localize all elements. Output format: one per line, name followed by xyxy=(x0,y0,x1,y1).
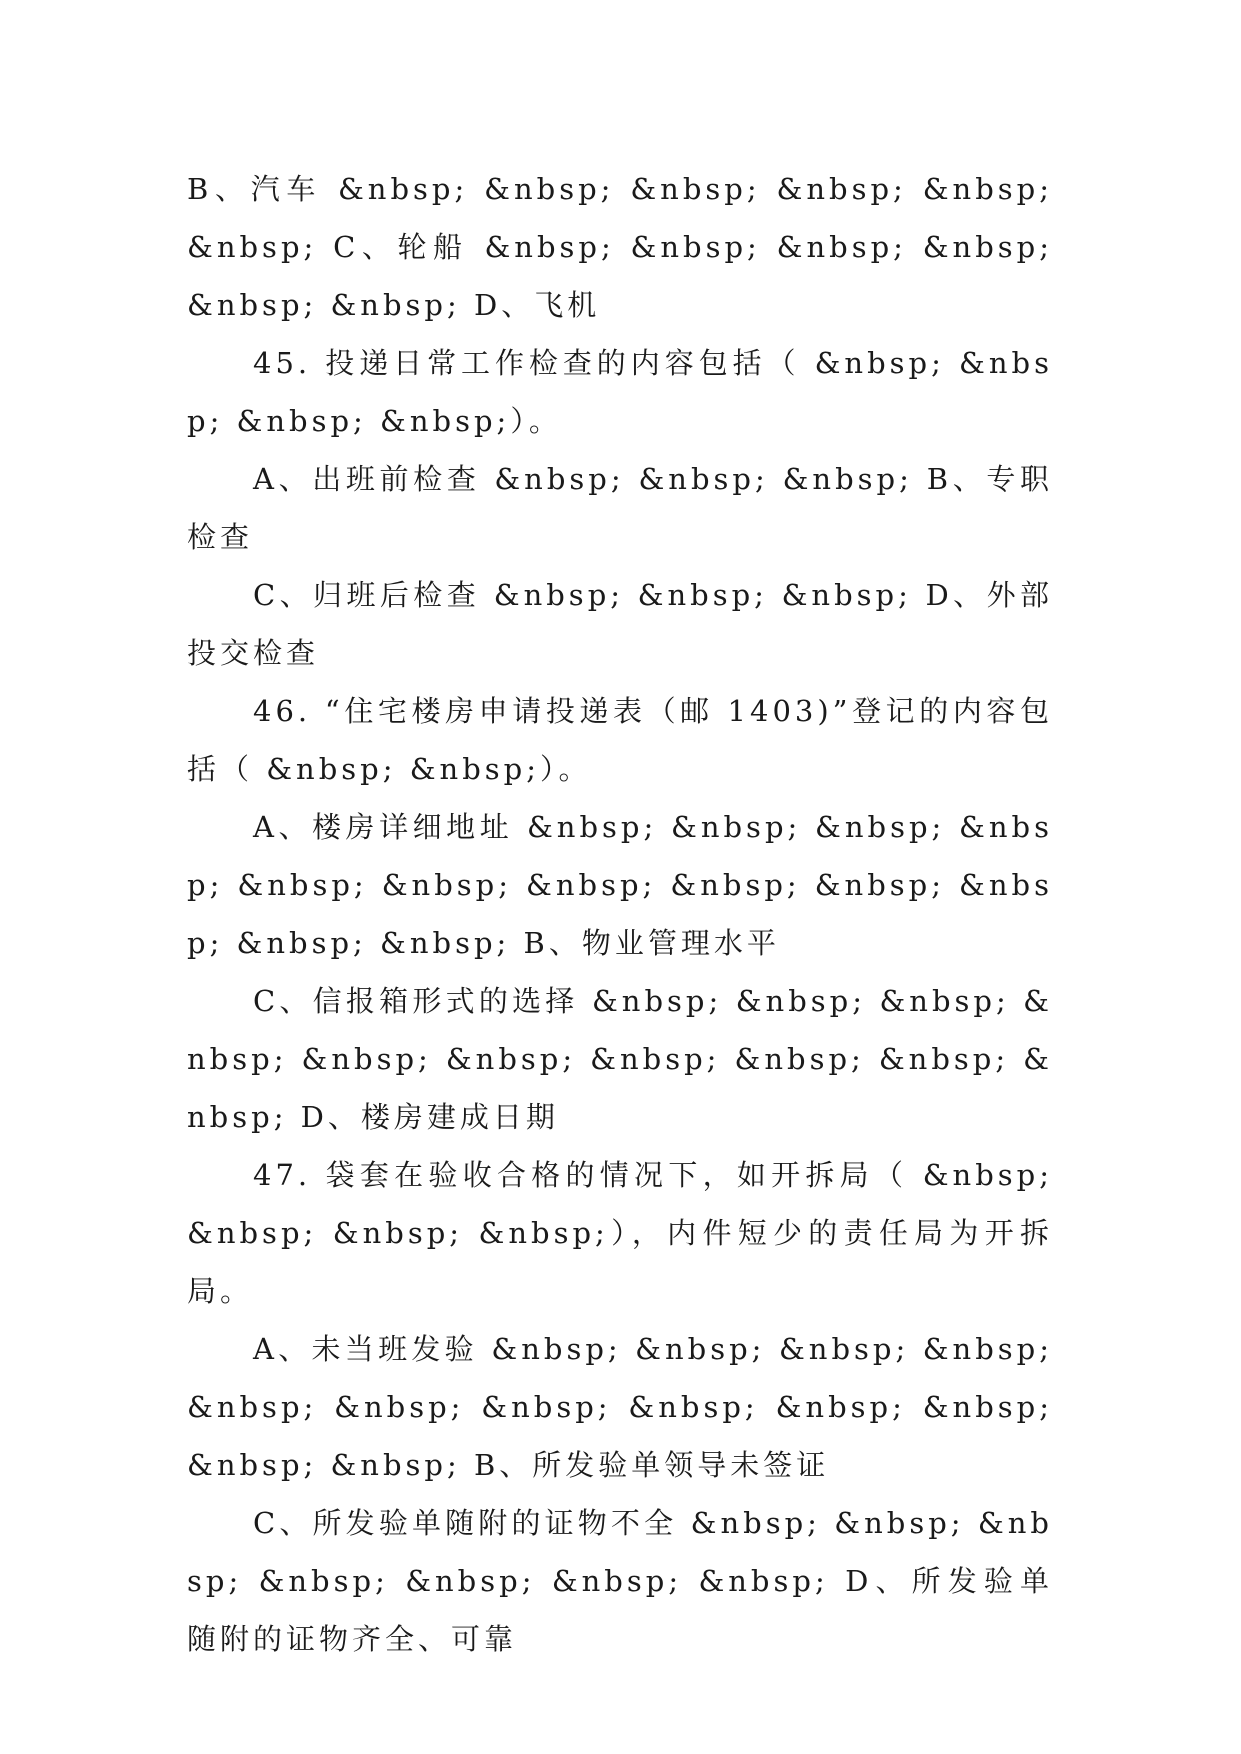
document-body xyxy=(187,160,1053,1668)
answer-options-q44-continued: B、汽车 &nbsp; &nbsp; &nbsp; &nbsp; &nbsp; &nbsp; C、轮船 &nbsp; &nbsp; &nbsp; &nbsp; &nbsp; &nbsp; D、飞机 xyxy=(187,172,1053,322)
answer-options-q46-ab: A、楼房详细地址 &nbsp; &nbsp; &nbsp; &nbsp; &nbsp; &nbsp; &nbsp; &nbsp; &nbsp; &nbsp; &nbsp; &nbsp; B、物业管理水平 xyxy=(187,810,1053,960)
answer-options-q46-cd: C、信报箱形式的选择 &nbsp; &nbsp; &nbsp; &nbsp; &nbsp; &nbsp; &nbsp; &nbsp; &nbsp; &nbsp; D、楼房建成日期 xyxy=(187,984,1053,1134)
answer-options-q45-ab: A、出班前检查 &nbsp; &nbsp; &nbsp; B、专职检查 xyxy=(187,462,1053,554)
answer-options-q47-ab: A、未当班发验 &nbsp; &nbsp; &nbsp; &nbsp; &nbsp; &nbsp; &nbsp; &nbsp; &nbsp; &nbsp; &nbsp; &nbsp; B、所发验单领导未签证 xyxy=(187,1332,1053,1482)
question-45: 45. 投递日常工作检查的内容包括（ &nbsp; &nbsp; &nbsp; &nbsp;）。 xyxy=(187,346,1053,438)
answer-options-q45-cd: C、归班后检查 &nbsp; &nbsp; &nbsp; D、外部投交检查 xyxy=(187,578,1053,670)
question-46: 46. “住宅楼房申请投递表（邮 1403)”登记的内容包括（ &nbsp; &nbsp;）。 xyxy=(187,694,1053,786)
answer-options-q47-cd: C、所发验单随附的证物不全 &nbsp; &nbsp; &nbsp; &nbsp; &nbsp; &nbsp; &nbsp; D、所发验单随附的证物齐全、可靠 xyxy=(187,1506,1053,1656)
question-47: 47. 袋套在验收合格的情况下，如开拆局（ &nbsp; &nbsp; &nbsp; &nbsp;），内件短少的责任局为开拆局。 xyxy=(187,1158,1053,1308)
